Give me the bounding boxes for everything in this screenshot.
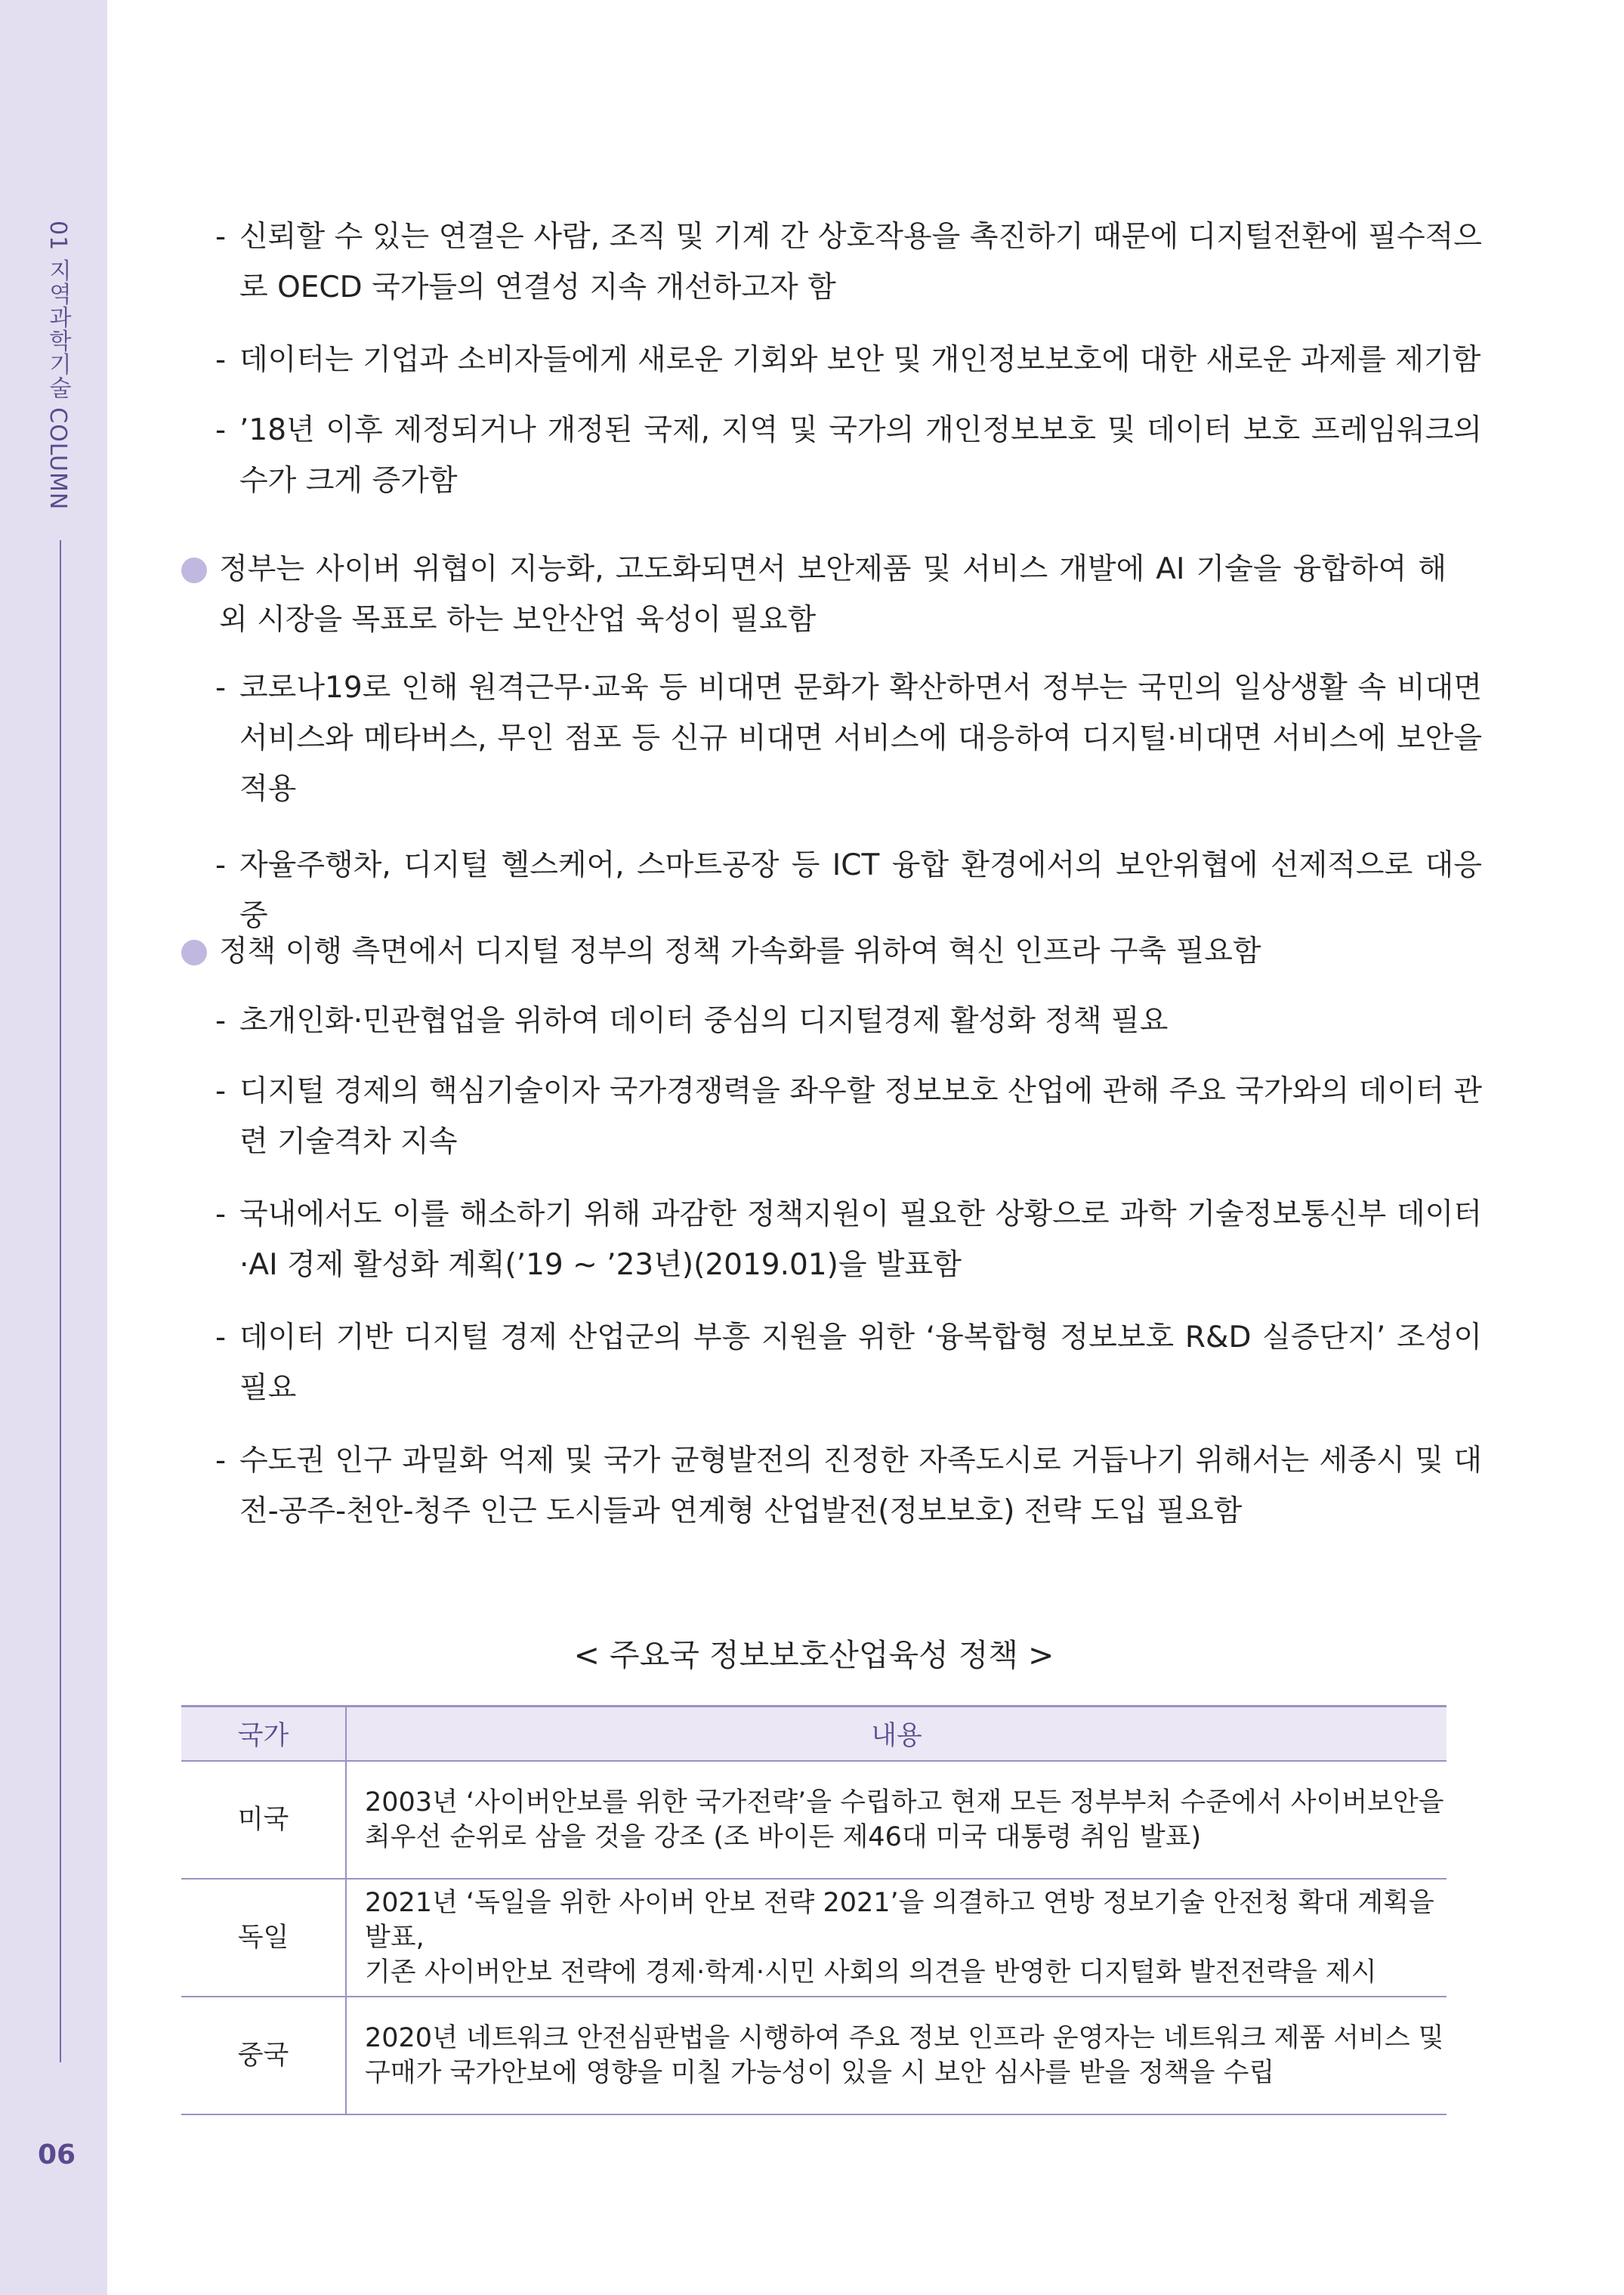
list-item (181, 663, 1482, 814)
header-country: 국가 (181, 1707, 346, 1762)
list-item (181, 405, 1482, 506)
country-cell: 독일 (181, 1879, 346, 1997)
list-item (181, 996, 1482, 1046)
dash-marker: - (215, 1197, 227, 1231)
table-row (181, 1761, 1446, 1879)
dash-marker: - (215, 1320, 227, 1354)
table-header-row (181, 1707, 1446, 1762)
content-line: 2003년 ‘사이버안보를 위한 국가전략’을 수립하고 현재 모든 정부부처 수준에서 사이버보안을 (365, 1787, 1444, 1818)
header-content: 내용 (346, 1707, 1446, 1762)
content-line: 구매가 국가안보에 영향을 미칠 가능성이 있을 시 보안 심사를 받을 정책을 수립 (365, 2058, 1275, 2088)
content-cell (346, 1997, 1446, 2114)
list-item (181, 1312, 1482, 1413)
section-title: 01 지역과학기술 COLUMN (45, 221, 71, 511)
page-number: 06 (38, 2139, 76, 2170)
item-text: ’18년 이후 제정되거나 개정된 국제, 지역 및 국가의 개인정보보호 및 데이터 보호 프레임워크의 수가 크게 증가함 (239, 413, 1482, 498)
bullet-dot-icon (181, 558, 207, 583)
bullet-dot-icon (181, 940, 207, 965)
content-line: 2020년 네트워크 안전심판법을 시행하여 주요 정보 인프라 운영자는 네트워크 제품 서비스 및 (365, 2023, 1444, 2053)
sidebar (0, 0, 107, 2295)
dash-marker: - (215, 413, 227, 447)
country-cell: 미국 (181, 1761, 346, 1879)
bullet-item (181, 926, 1446, 977)
item-text: 국내에서도 이를 해소하기 위해 과감한 정책지원이 필요한 상황으로 과학 기술정보통신부 데이터·AI 경제 활성화 계획(’19 ~ ’23년)(2019.01)을 발표함 (239, 1197, 1482, 1282)
list-item (181, 335, 1482, 385)
table-row (181, 1879, 1446, 1997)
item-text: 코로나19로 인해 원격근무·교육 등 비대면 문화가 확산하면서 정부는 국민의 일상생활 속 비대면 서비스와 메타버스, 무인 점포 등 신규 비대면 서비스에 대응하여 디지털·비대면 서비스에 보안을 적용 (239, 671, 1482, 806)
item-text: 수도권 인구 과밀화 억제 및 국가 균형발전의 진정한 자족도시로 거듭나기 위해서는 세종시 및 대전-공주-천안-청주 인근 도시들과 연계형 산업발전(정보보호) 전략 도입 필요함 (239, 1444, 1482, 1528)
item-text: 자율주행차, 디지털 헬스케어, 스마트공장 등 ICT 융합 환경에서의 보안위협에 선제적으로 대응 중 (239, 848, 1482, 933)
item-text: 신뢰할 수 있는 연결은 사람, 조직 및 기계 간 상호작용을 촉진하기 때문에 디지털전환에 필수적으로 OECD 국가들의 연결성 지속 개선하고자 함 (239, 220, 1482, 304)
item-text: 데이터는 기업과 소비자들에게 새로운 기회와 보안 및 개인정보보호에 대한 새로운 과제를 제기함 (239, 343, 1481, 377)
dash-marker: - (215, 220, 227, 254)
policy-table (181, 1705, 1446, 2115)
item-text: 데이터 기반 디지털 경제 산업군의 부흥 지원을 위한 ‘융복합형 정보보호 R&D 실증단지’ 조성이 필요 (239, 1320, 1482, 1405)
content-line: 기존 사이버안보 전략에 경제·학계·시민 사회의 의견을 반영한 디지털화 발전전략을 제시 (365, 1957, 1377, 1988)
dash-marker: - (215, 848, 227, 882)
sidebar-divider (60, 540, 61, 2062)
list-item (181, 212, 1482, 313)
dash-marker: - (215, 343, 227, 377)
content-cell (346, 1879, 1446, 1997)
dash-marker: - (215, 1004, 227, 1038)
item-text: 디지털 경제의 핵심기술이자 국가경쟁력을 좌우할 정보보호 산업에 관해 주요 국가와의 데이터 관련 기술격차 지속 (239, 1074, 1482, 1159)
country-cell: 중국 (181, 1997, 346, 2114)
dash-marker: - (215, 1444, 227, 1478)
item-text: 초개인화·민관협업을 위하여 데이터 중심의 디지털경제 활성화 정책 필요 (239, 1004, 1169, 1038)
dash-marker: - (215, 671, 227, 705)
table-row (181, 1997, 1446, 2114)
list-item (181, 1189, 1482, 1290)
list-item (181, 1435, 1482, 1537)
content-line: 최우선 순위로 삼을 것을 강조 (조 바이든 제46대 미국 대통령 취임 발표) (365, 1822, 1202, 1852)
content-cell (346, 1761, 1446, 1879)
bullet-item (181, 544, 1446, 645)
item-text: 정부는 사이버 위협이 지능화, 고도화되면서 보안제품 및 서비스 개발에 AI 기술을 융합하여 해외 시장을 목표로 하는 보안산업 육성이 필요함 (219, 552, 1446, 637)
list-item (181, 1066, 1482, 1167)
dash-marker: - (215, 1074, 227, 1108)
table-caption: < 주요국 정보보호산업육성 정책 > (573, 1637, 1054, 1673)
content-line: 2021년 ‘독일을 위한 사이버 안보 전략 2021’을 의결하고 연방 정보기술 안전청 확대 계획을 발표, (365, 1888, 1434, 1953)
item-text: 정책 이행 측면에서 디지털 정부의 정책 가속화를 위하여 혁신 인프라 구축 필요함 (219, 934, 1261, 968)
